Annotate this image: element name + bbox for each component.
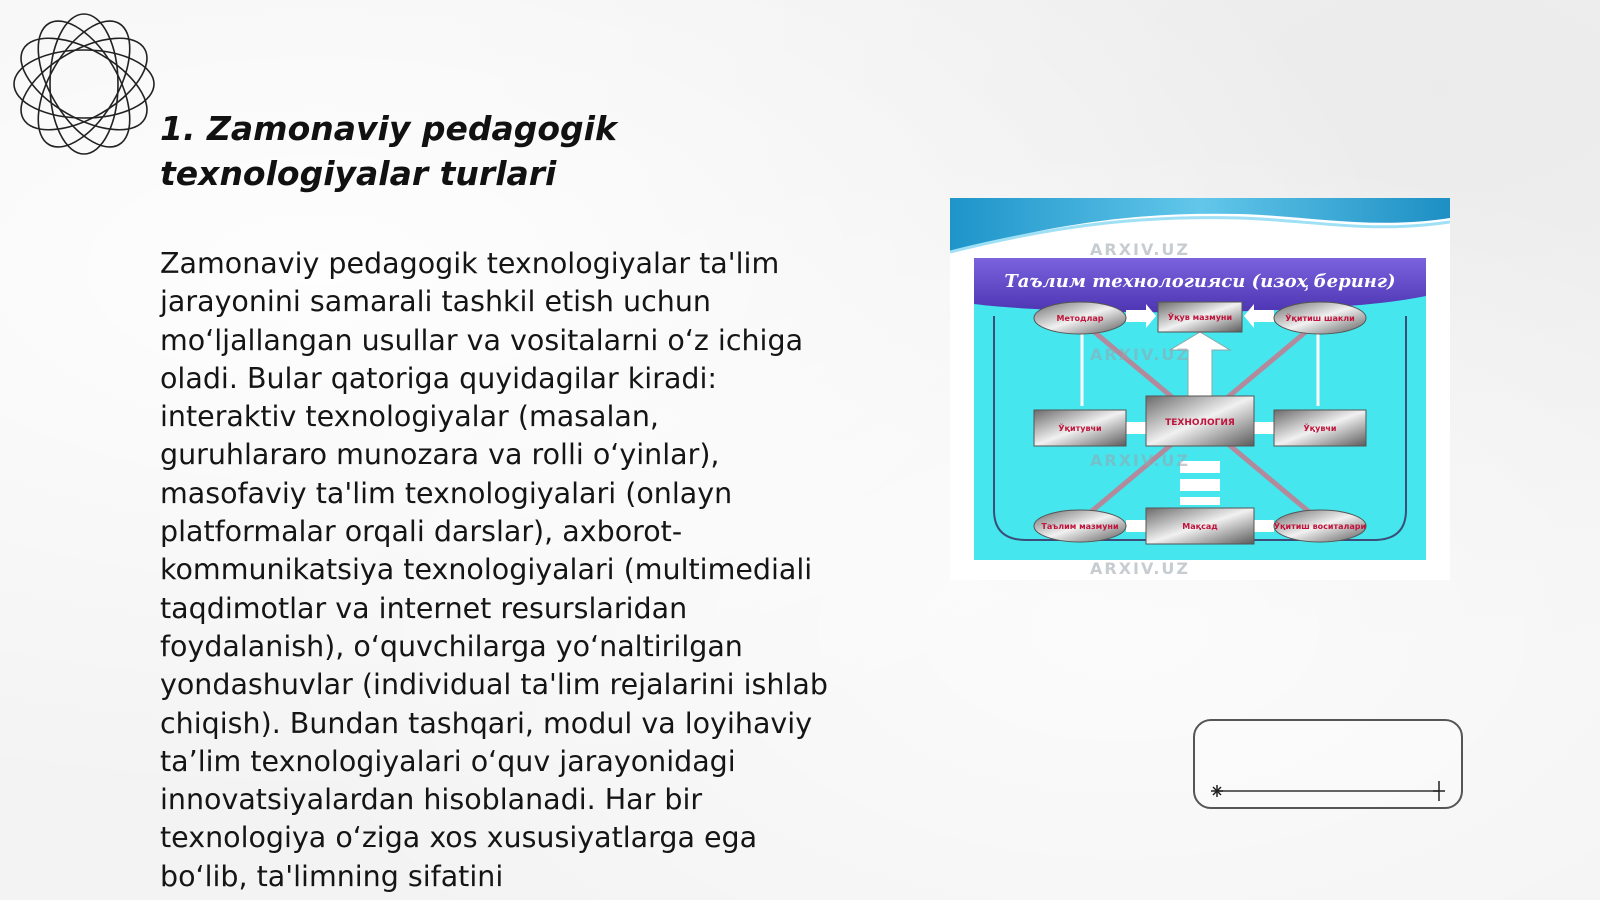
header-wave bbox=[950, 198, 1450, 252]
node-top-left-label: Методлар bbox=[1056, 314, 1104, 323]
slide-body-text: Zamonaviy pedagogik texnologiyalar ta'lim jarayonini samarali tashkil etish uchun mo‘ljallangan usullar va vositalarni o‘z ichiga oladi. Bular qatoriga quyidagilar kiradi: interaktiv texnologiyalar (masalan, guruhlararo munozara va rolli o‘yinlar), masofaviy ta'lim texnologiyalari (onlayn platformalar orqali darslar), axborot-kommunikatsiya texnologiyalari (multimediali taqdimotlar va internet resurslaridan foydalanish), o‘quvchilarga yo‘naltirilgan yondashuvlar (individual ta'lim rejalarini ishlab chiqish). Bundan tashqari, modul va loyihaviy ta’lim texnologiyalari o‘quv jarayonidagi innovatsiyalardan hisoblanadi. Har bir texnologiya o‘ziga xos xususiyatlarga ega bo‘lib, ta'limning sifatini bbox=[160, 247, 828, 893]
node-bottom-center-label: Мақсад bbox=[1182, 522, 1218, 531]
diagram-heading: Таълим технологияси (изоҳ беринг) bbox=[1004, 271, 1396, 292]
watermark-2: ARXIV.UZ bbox=[1090, 345, 1190, 364]
sparkle-icon bbox=[1211, 785, 1223, 797]
node-bottom-right-label: Ўқитиш воситалари bbox=[1273, 522, 1367, 531]
node-top-center-label: Ўқув мазмуни bbox=[1167, 313, 1233, 322]
title-line-1: 1. Zamonaviy pedagogik bbox=[160, 109, 617, 148]
node-mid-right-label: Ўқувчи bbox=[1303, 424, 1337, 433]
node-top-right-label: Ўқитиш шакли bbox=[1285, 314, 1355, 323]
node-center-label: ТЕХНОЛОГИЯ bbox=[1165, 418, 1235, 428]
watermark-1: ARXIV.UZ bbox=[1090, 240, 1190, 259]
plus-marker-icon bbox=[1433, 781, 1445, 801]
node-bottom-left-label: Таълим мазмуни bbox=[1041, 522, 1119, 531]
decorative-callout-box bbox=[1193, 719, 1463, 809]
technology-diagram-image bbox=[950, 198, 1450, 580]
spirograph-ornament bbox=[10, 10, 158, 158]
slide-title bbox=[160, 106, 800, 196]
watermark-3: ARXIV.UZ bbox=[1090, 451, 1190, 470]
title-line-2: texnologiyalar turlari bbox=[160, 154, 557, 193]
node-mid-left-label: Ўқитувчи bbox=[1058, 424, 1102, 433]
watermark-4: ARXIV.UZ bbox=[1090, 559, 1190, 578]
